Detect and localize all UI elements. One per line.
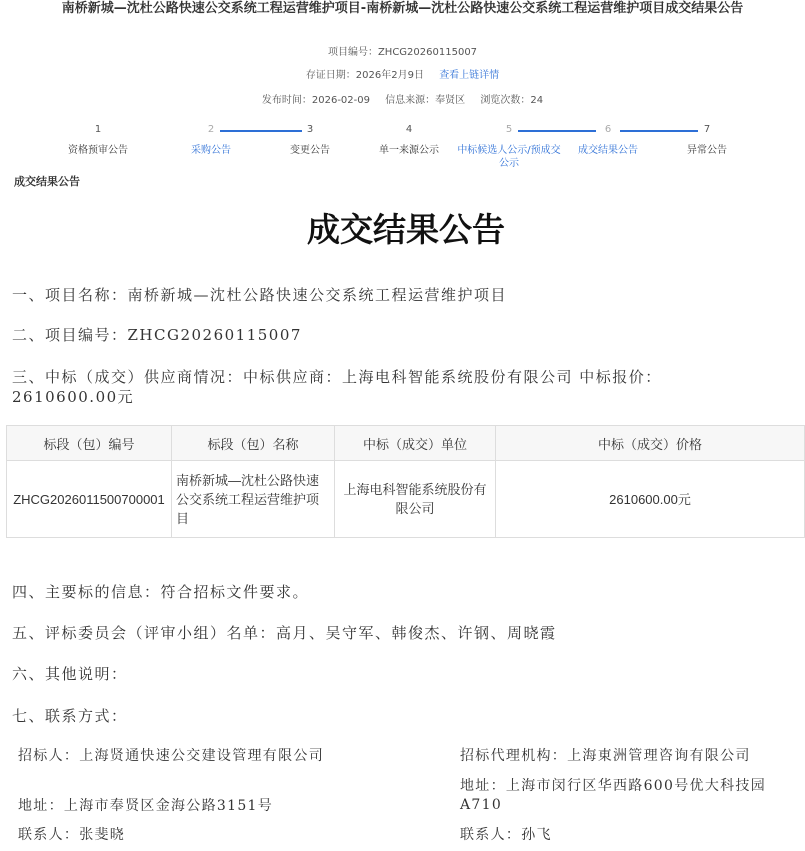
item-project-name: 一、项目名称：南桥新城—沈杜公路快速公交系统工程运营维护项目 bbox=[12, 286, 508, 304]
step-number: 7 bbox=[703, 124, 711, 135]
tenderer: 招标人：上海贤通快速公交建设管理有限公司 bbox=[18, 748, 324, 764]
cell-winning-price: 2610600.00元 bbox=[496, 461, 805, 538]
step-number: 2 bbox=[207, 124, 215, 135]
table-header-row bbox=[7, 426, 805, 461]
step-abnormal-notice[interactable] bbox=[647, 120, 767, 157]
step-label: 变更公告 bbox=[290, 145, 330, 156]
item-project-number: 二、项目编号：ZHCG20260115007 bbox=[12, 326, 302, 344]
document-title: 成交结果公告 bbox=[307, 210, 505, 249]
project-number: 项目编号：ZHCG20260115007 bbox=[327, 47, 478, 58]
step-label: 采购公告 bbox=[191, 145, 231, 156]
header-lot-name: 标段（包）名称 bbox=[172, 426, 335, 461]
header-winning-price: 中标（成交）价格 bbox=[496, 426, 805, 461]
view-count: 浏览次数：24 bbox=[480, 95, 544, 106]
step-number: 4 bbox=[405, 124, 413, 135]
step-label: 资格预审公告 bbox=[68, 145, 128, 156]
view-chain-details-link[interactable]: 查看上链详情 bbox=[439, 70, 500, 81]
step-label: 单一来源公示 bbox=[379, 145, 439, 156]
step-number: 6 bbox=[604, 124, 612, 135]
item-main-subject: 四、主要标的信息：符合招标文件要求。 bbox=[12, 583, 310, 601]
table-row bbox=[7, 461, 805, 538]
cell-lot-name: 南桥新城—沈杜公路快速公交系统工程运营维护项目 bbox=[172, 461, 335, 538]
step-number: 3 bbox=[306, 124, 314, 135]
step-qualification-notice[interactable] bbox=[38, 120, 158, 157]
agency-contact-person: 联系人：孙飞 bbox=[460, 827, 552, 843]
tender-agency: 招标代理机构：上海東洲管理咨询有限公司 bbox=[460, 748, 751, 764]
result-table bbox=[6, 425, 805, 538]
step-label: 异常公告 bbox=[687, 145, 727, 156]
publish-info-line bbox=[0, 91, 805, 106]
section-label: 成交结果公告 bbox=[14, 175, 80, 188]
announcement-title: 南桥新城—沈杜公路快速公交系统工程运营维护项目-南桥新城—沈杜公路快速公交系统工程运营维护项目成交结果公告 bbox=[61, 1, 744, 16]
item-committee: 五、评标委员会（评审小组）名单：高月、吴守军、韩俊杰、许钢、周晓霞 bbox=[12, 624, 557, 642]
item-other-notes: 六、其他说明： bbox=[12, 665, 128, 683]
header-winning-unit: 中标（成交）单位 bbox=[335, 426, 496, 461]
agency-address: 地址：上海市闵行区华西路600号优大科技园A710 bbox=[460, 778, 767, 813]
info-source: 信息来源：奉贤区 bbox=[385, 95, 466, 106]
process-steps bbox=[0, 120, 805, 180]
item-supplier-line1: 三、中标（成交）供应商情况：中标供应商：上海电科智能系统股份有限公司 中标报价： bbox=[12, 368, 662, 386]
item-supplier-line2: 2610600.00元 bbox=[12, 388, 135, 406]
project-number-line bbox=[0, 43, 805, 58]
cell-lot-number: ZHCG2026011500700001 bbox=[7, 461, 172, 538]
step-number: 1 bbox=[94, 124, 102, 135]
deposit-date: 存证日期：2026年2月9日 bbox=[305, 70, 424, 81]
tenderer-contact-person: 联系人：张斐晓 bbox=[18, 827, 126, 843]
item-contact-info: 七、联系方式： bbox=[12, 707, 128, 725]
deposit-line bbox=[0, 66, 805, 81]
step-number: 5 bbox=[505, 124, 513, 135]
publish-time: 发布时间：2026-02-09 bbox=[261, 95, 370, 106]
tenderer-address: 地址：上海市奉贤区金海公路3151号 bbox=[18, 798, 274, 814]
cell-winning-unit: 上海电科智能系统股份有限公司 bbox=[335, 461, 496, 538]
step-label: 成交结果公告 bbox=[578, 145, 638, 156]
step-label: 中标候选人公示/预成交公示 bbox=[457, 145, 561, 169]
header-lot-number: 标段（包）编号 bbox=[7, 426, 172, 461]
